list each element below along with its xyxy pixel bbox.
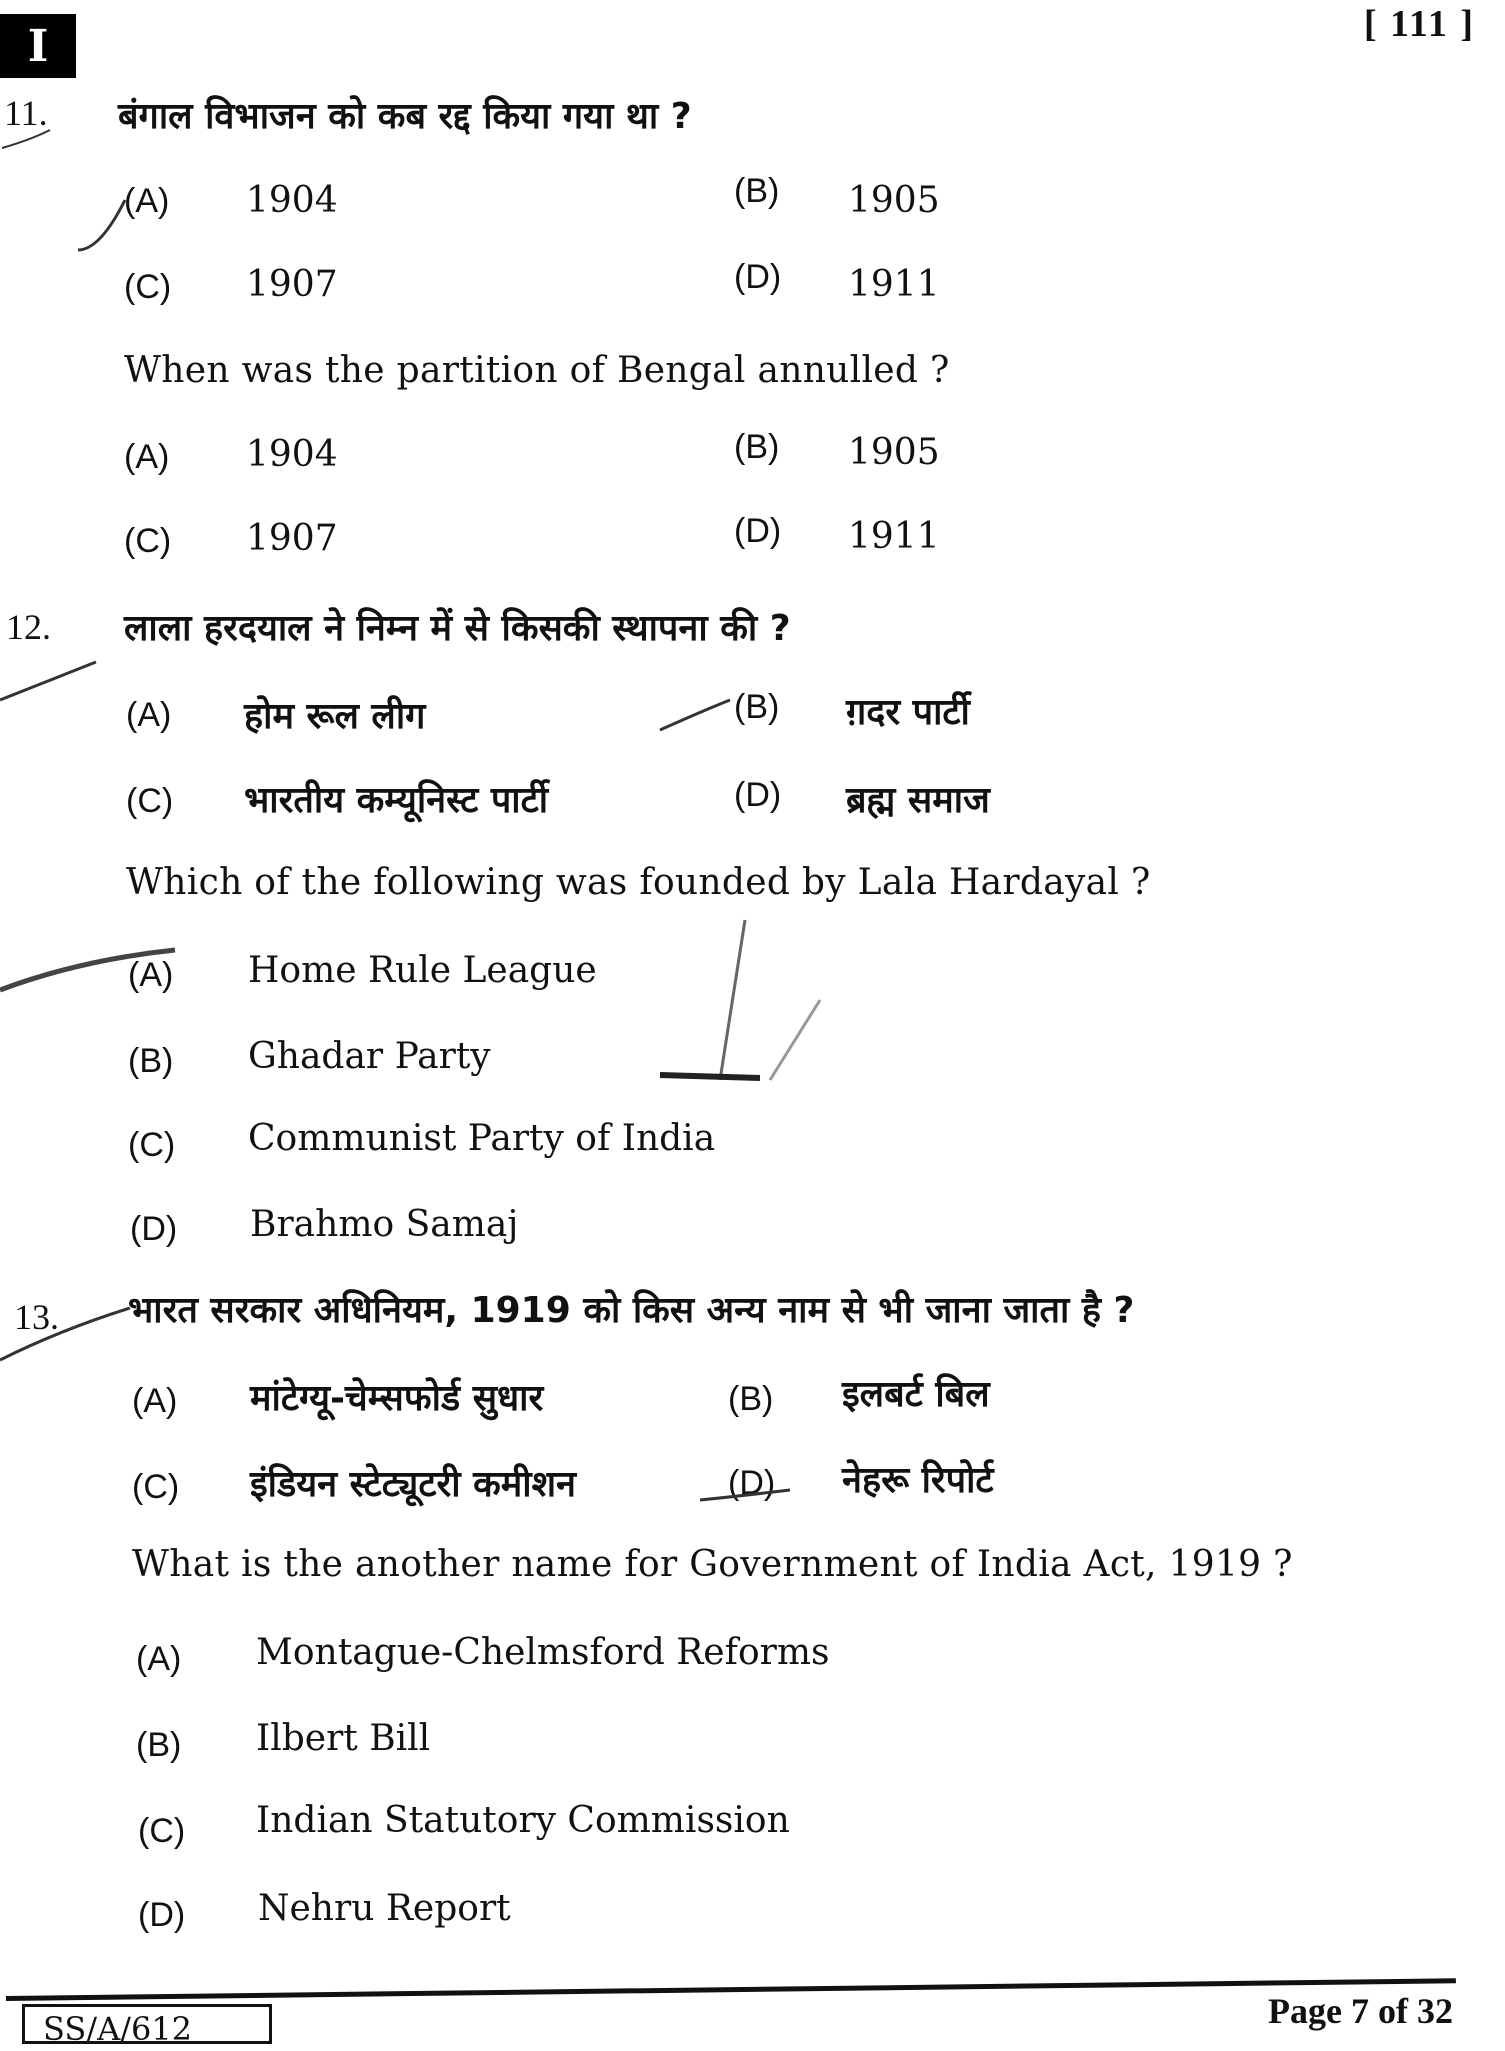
option-label[interactable]: (D)	[734, 512, 782, 550]
question-text-hindi: लाला हरदयाल ने निम्न में से किसकी स्थापना की ?	[124, 608, 791, 649]
option-value: Ilbert Bill	[256, 1718, 431, 1759]
option-label[interactable]: (C)	[128, 1126, 176, 1164]
option-value: Communist Party of India	[248, 1118, 716, 1159]
option-label[interactable]: (B)	[128, 1042, 174, 1080]
option-value: मांटेग्यू-चेम्सफोर्ड सुधार	[250, 1378, 544, 1419]
option-value: इलबर्ट बिल	[842, 1374, 990, 1415]
option-value: ग़दर पार्टी	[846, 692, 970, 733]
question-number: 11.	[4, 93, 48, 133]
option-label[interactable]: (A)	[136, 1640, 182, 1678]
option-value: होम रूल लीग	[244, 696, 426, 737]
option-label[interactable]: (C)	[132, 1468, 180, 1506]
option-label[interactable]: (B)	[734, 172, 780, 210]
question-text-english: Which of the following was founded by Lala Hardayal ?	[126, 862, 1151, 903]
option-label[interactable]: (D)	[130, 1210, 178, 1248]
option-label[interactable]: (A)	[124, 438, 170, 476]
option-label[interactable]: (A)	[128, 956, 174, 994]
option-label[interactable]: (C)	[124, 268, 172, 306]
question-text-english: When was the partition of Bengal annulled ?	[124, 350, 950, 391]
option-value: 1907	[246, 264, 338, 305]
option-label[interactable]: (D)	[734, 258, 782, 296]
option-label[interactable]: (C)	[124, 522, 172, 560]
option-value: Brahmo Samaj	[250, 1204, 519, 1245]
option-label[interactable]: (A)	[124, 182, 170, 220]
option-value: 1904	[246, 180, 338, 221]
option-label[interactable]: (C)	[126, 782, 174, 820]
option-label[interactable]: (B)	[136, 1726, 182, 1764]
option-value: नेहरू रिपोर्ट	[842, 1460, 994, 1501]
option-value: 1911	[848, 264, 940, 305]
option-label[interactable]: (B)	[734, 688, 780, 726]
page-number: Page 7 of 32	[1268, 1991, 1453, 2031]
question-text-english: What is the another name for Government of India Act, 1919 ?	[132, 1544, 1293, 1585]
option-label[interactable]: (D)	[728, 1464, 776, 1502]
question-number: 12.	[6, 607, 51, 647]
option-value: इंडियन स्टेट्यूटरी कमीशन	[250, 1464, 577, 1505]
option-label[interactable]: (A)	[132, 1382, 178, 1420]
option-value: Nehru Report	[258, 1888, 511, 1929]
section-badge: I	[0, 14, 76, 78]
option-value: Montague-Chelmsford Reforms	[256, 1632, 830, 1673]
option-label[interactable]: (C)	[138, 1812, 186, 1850]
option-label[interactable]: (B)	[734, 428, 780, 466]
option-value: 1905	[848, 180, 940, 221]
option-value: 1911	[848, 516, 940, 557]
option-value: Indian Statutory Commission	[256, 1800, 790, 1841]
question-text-hindi: बंगाल विभाजन को कब रद्द किया गया था ?	[118, 96, 692, 137]
option-value: Ghadar Party	[248, 1036, 491, 1077]
option-label[interactable]: (D)	[138, 1896, 186, 1934]
option-label[interactable]: (B)	[728, 1380, 774, 1418]
question-text-hindi: भारत सरकार अधिनियम, 1919 को किस अन्य नाम से भी जाना जाता है ?	[128, 1290, 1135, 1331]
option-value: भारतीय कम्यूनिस्ट पार्टी	[244, 780, 549, 821]
question-number: 13.	[14, 1297, 59, 1337]
option-value: 1907	[246, 518, 338, 559]
paper-code: SS/A/612	[22, 2004, 272, 2044]
option-value: Home Rule League	[248, 950, 597, 991]
option-label[interactable]: (D)	[734, 776, 782, 814]
option-value: 1905	[848, 432, 940, 473]
page-code: [ 111 ]	[1363, 3, 1475, 45]
option-value: ब्रह्म समाज	[846, 780, 990, 821]
option-label[interactable]: (A)	[126, 696, 172, 734]
option-value: 1904	[246, 434, 338, 475]
